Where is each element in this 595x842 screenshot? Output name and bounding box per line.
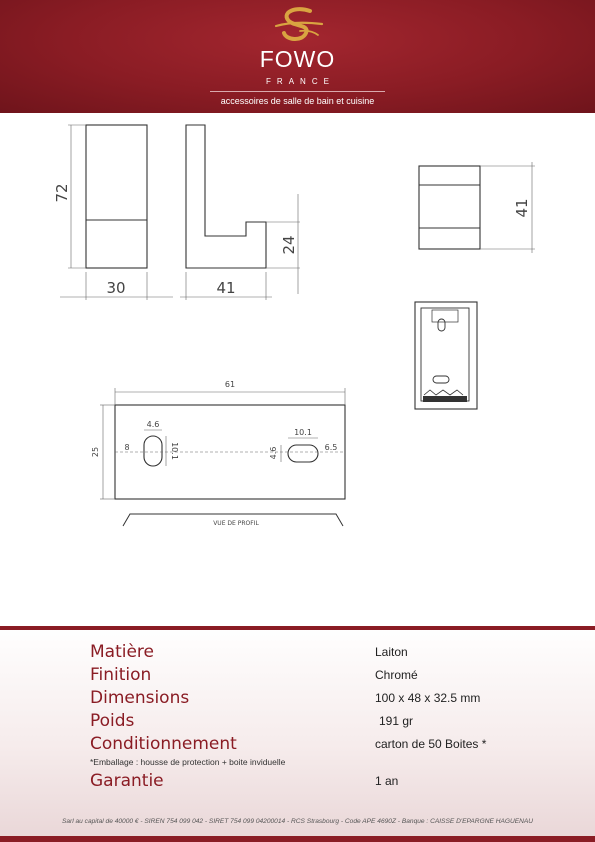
footer-bottom-rule: [0, 836, 595, 842]
brand-country: FRANCE: [266, 77, 335, 86]
left-slot-width-label: 4.6: [146, 420, 160, 429]
brand-tagline: accessoires de salle de bain et cuisine: [220, 96, 375, 106]
spec-value-weight: 191 gr: [379, 714, 414, 728]
company-legal-line: Sarl au capital de 40000 € - SIREN 754 099 042 - SIRET 754 099 04200014 - RCS Strasbourg - Code APE 4690Z - Banque : CAISSE D'EPARGNE HAGUENAU: [61, 818, 534, 825]
technical-drawings: [0, 113, 595, 613]
side-depth-label: 41: [216, 279, 236, 297]
header-divider: [210, 91, 385, 92]
spec-value-dimensions: 100 x 48 x 32.5 mm: [375, 691, 481, 705]
spec-value-warranty: 1 an: [375, 774, 399, 788]
left-slot-height-label: 10.1: [170, 442, 179, 460]
header-banner: [0, 0, 595, 113]
spec-label-finish: Finition: [90, 665, 152, 685]
mounting-plate-drawing: [100, 388, 345, 526]
left-offset-label: 8: [124, 443, 130, 452]
front-height-label: 72: [53, 183, 71, 203]
spec-value-material: Laiton: [375, 645, 408, 659]
spec-value-packaging: carton de 50 Boites *: [375, 737, 487, 751]
spec-label-warranty: Garantie: [90, 771, 164, 791]
spec-value-finish: Chromé: [375, 668, 418, 682]
side-hook-height-label: 24: [280, 235, 298, 255]
right-slot-height-label: 4.6: [269, 446, 278, 460]
back-plate-view: [415, 302, 477, 409]
right-slot-width-label: 10.1: [294, 428, 312, 437]
plate-height-label: 25: [91, 446, 100, 458]
brand-name: FOWO: [259, 46, 336, 72]
profile-caption: VUE DE PROFIL: [213, 520, 259, 527]
front-view: [60, 125, 173, 300]
spec-label-dimensions: Dimensions: [90, 688, 190, 708]
plate-length-label: 61: [224, 380, 236, 389]
front-width-label: 30: [106, 279, 126, 297]
fowo-logo-icon: [0, 0, 595, 50]
spec-label-material: Matière: [90, 642, 155, 662]
right-offset-label: 6.5: [324, 443, 338, 452]
side-view: [180, 125, 300, 300]
specs-top-rule: [0, 626, 595, 630]
spec-label-weight: Poids: [90, 711, 135, 731]
packaging-note: *Emballage : housse de protection + boite inviduelle: [90, 757, 286, 767]
spec-label-packaging: Conditionnement: [90, 734, 237, 754]
top-height-label: 41: [513, 198, 531, 218]
